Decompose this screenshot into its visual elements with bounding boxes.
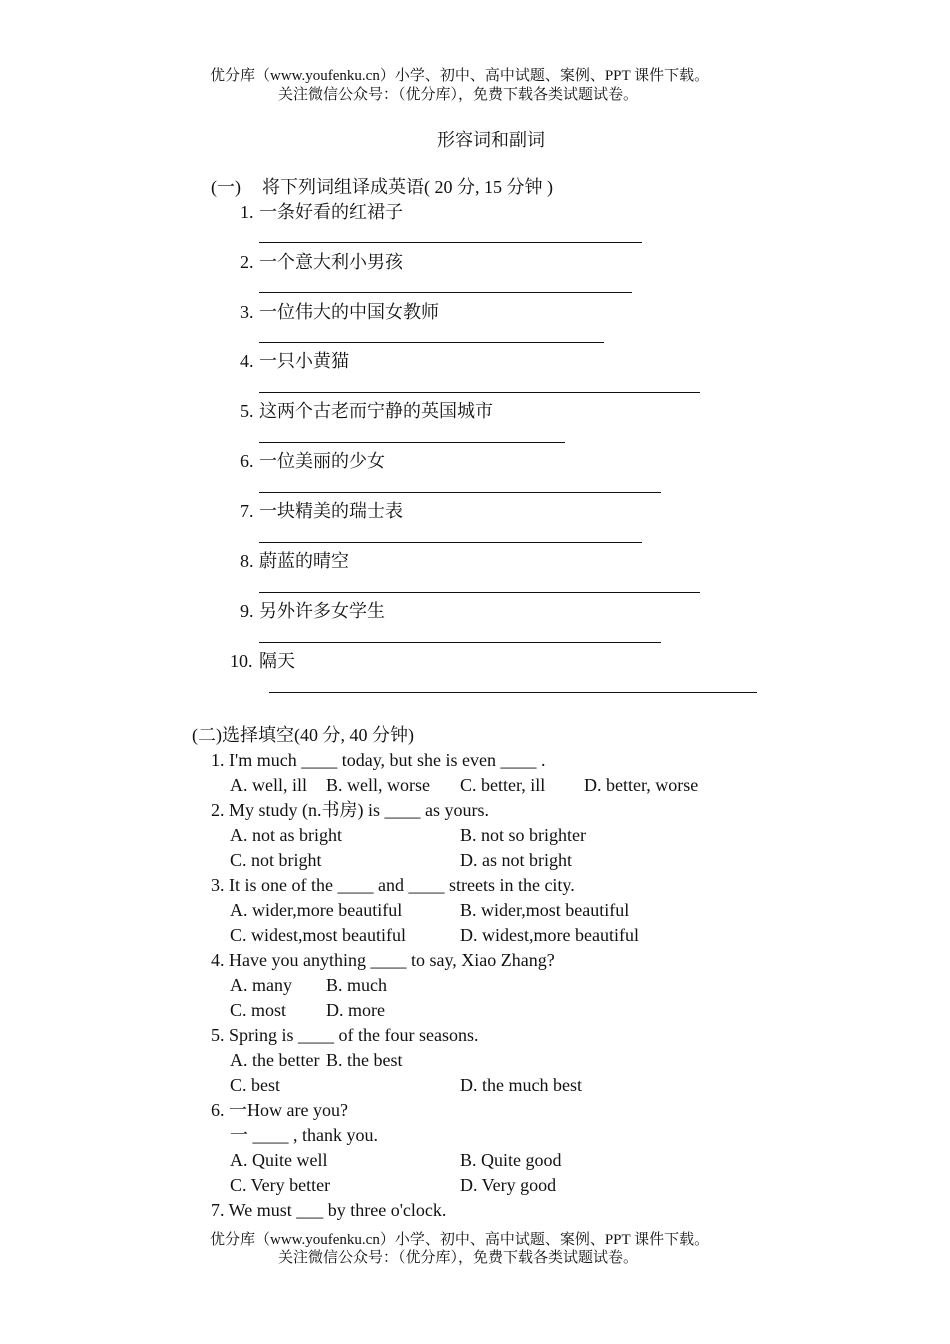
s1-item-text: 一位美丽的少女 [259, 451, 385, 471]
s1-item-text: 一条好看的红裙子 [259, 202, 403, 222]
s1-item-num: 2. [240, 252, 254, 272]
s1-item-num: 1. [240, 202, 254, 222]
s1-item-text: 一个意大利小男孩 [259, 252, 403, 272]
option-d[interactable]: D. the much best [460, 1075, 582, 1095]
s1-item-num: 3. [240, 302, 254, 322]
s1-item-num: 5. [240, 401, 254, 421]
answer-line[interactable] [259, 642, 661, 643]
option-d[interactable]: D. widest,more beautiful [460, 925, 639, 945]
question-text: 5. Spring is ____ of the four seasons. [211, 1025, 479, 1045]
question-text: 4. Have you anything ____ to say, Xiao Zhang? [211, 950, 555, 970]
question-text: 2. My study (n.书房) is ____ as yours. [211, 800, 489, 820]
s1-item-num: 7. [240, 501, 254, 521]
answer-line[interactable] [259, 292, 632, 293]
s1-item-text: 一位伟大的中国女教师 [259, 302, 439, 322]
s1-item-num: 10. [230, 651, 253, 671]
option-d[interactable]: D. better, worse [584, 775, 699, 795]
answer-line[interactable] [259, 392, 700, 393]
answer-line[interactable] [259, 242, 642, 243]
option-b[interactable]: B. well, worse [326, 775, 430, 795]
option-a[interactable]: A. well, ill [230, 775, 307, 795]
s1-item-text: 隔天 [259, 651, 295, 671]
footer-line-2: 关注微信公众号：（优分库），免费下载各类试题试卷。 [278, 1250, 639, 1266]
s1-item-num: 6. [240, 451, 254, 471]
answer-line[interactable] [259, 592, 700, 593]
section2-heading: (二)选择填空(40 分, 40 分钟) [192, 725, 414, 745]
answer-line[interactable] [259, 442, 565, 443]
section1-label: (一) [211, 177, 241, 197]
option-a[interactable]: A. not as bright [230, 825, 342, 845]
s1-item-text: 一只小黄猫 [259, 351, 349, 371]
option-d[interactable]: D. Very good [460, 1175, 557, 1195]
page-title: 形容词和副词 [437, 130, 545, 150]
option-c[interactable]: C. better, ill [460, 775, 546, 795]
question-text: 7. We must ___ by three o'clock. [211, 1200, 447, 1220]
section1-heading: 将下列词组译成英语( 20 分, 15 分钟 ) [262, 177, 553, 197]
footer-line-1: 优分库（www.youfenku.cn）小学、初中、高中试题、案例、PPT 课件下载。 [210, 1232, 710, 1248]
answer-line[interactable] [259, 492, 661, 493]
option-d[interactable]: D. as not bright [460, 850, 572, 870]
option-a[interactable]: A. wider,more beautiful [230, 900, 403, 920]
question-text-reply: 一 ____ , thank you. [230, 1125, 378, 1145]
option-c[interactable]: C. widest,most beautiful [230, 925, 406, 945]
option-c[interactable]: C. not bright [230, 850, 322, 870]
option-d[interactable]: D. more [326, 1000, 385, 1020]
option-a[interactable]: A. Quite well [230, 1150, 328, 1170]
answer-line[interactable] [259, 342, 604, 343]
s1-item-text: 另外许多女学生 [259, 601, 385, 621]
option-a[interactable]: A. the better [230, 1050, 320, 1070]
s1-item-num: 9. [240, 601, 254, 621]
s1-item-text: 蔚蓝的晴空 [259, 551, 349, 571]
s1-item-text: 这两个古老而宁静的英国城市 [259, 401, 493, 421]
option-c[interactable]: C. best [230, 1075, 281, 1095]
option-c[interactable]: C. Very better [230, 1175, 331, 1195]
question-text: 6. 一How are you? [211, 1100, 348, 1120]
s1-item-num: 8. [240, 551, 254, 571]
answer-line[interactable] [269, 692, 757, 693]
s1-item-num: 4. [240, 351, 254, 371]
header-line-2: 关注微信公众号：（优分库），免费下载各类试题试卷。 [278, 87, 639, 103]
option-b[interactable]: B. wider,most beautiful [460, 900, 630, 920]
header-line-1: 优分库（www.youfenku.cn）小学、初中、高中试题、案例、PPT 课件下载。 [210, 68, 710, 84]
option-b[interactable]: B. Quite good [460, 1150, 562, 1170]
answer-line[interactable] [259, 542, 642, 543]
option-b[interactable]: B. not so brighter [460, 825, 586, 845]
question-text: 1. I'm much ____ today, but she is even ____ . [211, 750, 546, 770]
s1-item-text: 一块精美的瑞士表 [259, 501, 403, 521]
option-b[interactable]: B. the best [326, 1050, 403, 1070]
option-b[interactable]: B. much [326, 975, 387, 995]
question-text: 3. It is one of the ____ and ____ streets in the city. [211, 875, 575, 895]
option-c[interactable]: C. most [230, 1000, 287, 1020]
option-a[interactable]: A. many [230, 975, 292, 995]
